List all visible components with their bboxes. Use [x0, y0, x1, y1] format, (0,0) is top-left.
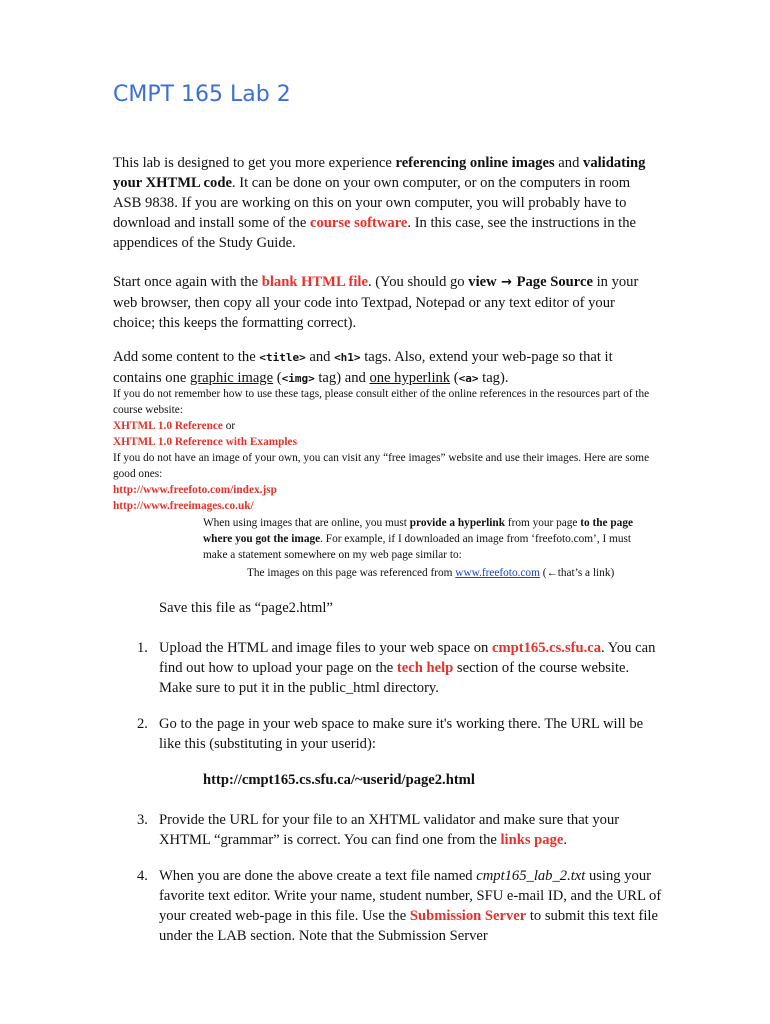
text: If you do not have an image of your own, you can visit any “free images” website and use their images. Here are some good ones:	[113, 452, 650, 480]
cmpt165-server-link[interactable]: cmpt165.cs.sfu.ca	[492, 640, 602, 656]
xhtml-reference-examples-link[interactable]: XHTML 1.0 Reference with Examples	[113, 436, 297, 448]
bold-text: referencing online images	[395, 155, 555, 171]
text: or	[222, 420, 236, 432]
text: . For example, if I downloaded an image from ‘freefoto.com’, I must make a statement somewhere on my web page similar to:	[203, 533, 632, 561]
text: section of the course website. Make sure to put it in the public_html directory.	[159, 660, 630, 696]
freefoto-example-link[interactable]: www.freefoto.com	[455, 567, 540, 579]
text: . (You should go	[367, 274, 469, 290]
text: When you are done the above create a text file named	[159, 868, 477, 884]
xhtml-reference-link[interactable]: XHTML 1.0 Reference	[113, 420, 223, 432]
text: (	[273, 370, 282, 386]
links-page-link[interactable]: links page	[500, 832, 564, 848]
list-item	[137, 714, 662, 754]
code-h1-tag: <h1>	[334, 351, 361, 364]
text: Start once again with the	[113, 274, 262, 290]
start-paragraph	[113, 272, 658, 333]
text: (←that’s a link)	[539, 567, 615, 579]
list-number: 4.	[137, 868, 148, 884]
bold-text: to the page where you got the image	[203, 517, 633, 545]
tech-help-link[interactable]: tech help	[396, 660, 454, 676]
image-attribution-note	[203, 515, 658, 563]
text: . You can find out how to upload your page on the	[159, 640, 656, 676]
add-content-paragraph	[113, 347, 658, 389]
text: Provide the URL for your file to an XHTML validator and make sure that your XHTML “grammar” is correct. You can find one from the	[159, 812, 620, 848]
course-software-link[interactable]: course software	[309, 215, 408, 231]
text: . In this case, see the instructions in the appendices of the Study Guide.	[113, 215, 636, 251]
text: The images on this page was referenced from	[247, 567, 456, 579]
list-number: 3.	[137, 812, 148, 828]
text: Go to the page in your web space to make sure it's working there. The URL will be like this (substituting in your userid):	[159, 716, 644, 752]
bold-text: validating your XHTML code	[113, 155, 646, 191]
example-url: http://cmpt165.cs.sfu.ca/~userid/page2.html	[203, 772, 475, 788]
code-title-tag: <title>	[259, 351, 306, 364]
list-item-text	[159, 810, 662, 850]
save-instruction: Save this file as “page2.html”	[159, 600, 333, 616]
list-number: 2.	[137, 716, 148, 732]
text: If you do not remember how to use these tags, please consult either of the online references in the resources part of the course website:	[113, 388, 650, 416]
filename-text: cmpt165_lab_2.txt	[476, 868, 586, 884]
text: . It can be done on your own computer, or on the computers in room ASB 9838. If you are working on this on your own computer, you will probably have to download and install some of the	[113, 175, 631, 231]
text: and	[305, 349, 335, 365]
text: This lab is designed to get you more experience	[113, 155, 396, 171]
list-item	[137, 866, 662, 946]
code-a-tag: <a>	[458, 372, 479, 385]
text: to submit this text file under the LAB section. Note that the Submission Server	[159, 908, 658, 944]
list-item-text	[159, 638, 662, 698]
list-number: 1.	[137, 640, 148, 656]
text: tag) and	[314, 370, 370, 386]
list-item	[137, 810, 662, 850]
text: .	[563, 832, 568, 848]
blank-html-file-link[interactable]: blank HTML file	[261, 274, 368, 290]
text: Add some content to the	[113, 349, 260, 365]
bold-text: Page Source	[516, 274, 593, 290]
text: tag).	[478, 370, 509, 386]
list-item	[137, 638, 662, 698]
page-title: CMPT 165 Lab 2	[113, 82, 291, 107]
freefoto-link[interactable]: http://www.freefoto.com/index.jsp	[113, 484, 277, 496]
text: tags. Also, extend your web-page so that it contains one	[113, 349, 613, 386]
right-arrow-icon: →	[496, 275, 517, 290]
bold-text: view	[468, 274, 497, 290]
attribution-example	[247, 565, 667, 581]
submission-server-link[interactable]: Submission Server	[409, 908, 527, 924]
text: When using images that are online, you must	[203, 517, 410, 529]
text: in your web browser, then copy all your code into Textpad, Notepad or any text editor of your choice; this keeps the formatting correct).	[113, 274, 639, 331]
bold-text: provide a hyperlink	[409, 517, 505, 529]
underlined-text: one hyperlink	[369, 370, 451, 386]
code-img-tag: <img>	[281, 372, 315, 385]
list-item-text	[159, 866, 662, 946]
text: from your page	[504, 517, 581, 529]
freeimages-link[interactable]: http://www.freeimages.co.uk/	[113, 500, 254, 512]
text: using your favorite text editor. Write your name, student number, SFU e-mail ID, and the URL of your created web-page in this file. Use the	[159, 868, 662, 924]
text: Upload the HTML and image files to your web space on	[159, 640, 492, 656]
list-item-text	[159, 714, 662, 754]
text: (	[450, 370, 459, 386]
intro-paragraph	[113, 153, 658, 253]
underlined-text: graphic image	[190, 370, 274, 386]
references-paragraph	[113, 386, 658, 514]
text: and	[554, 155, 584, 171]
